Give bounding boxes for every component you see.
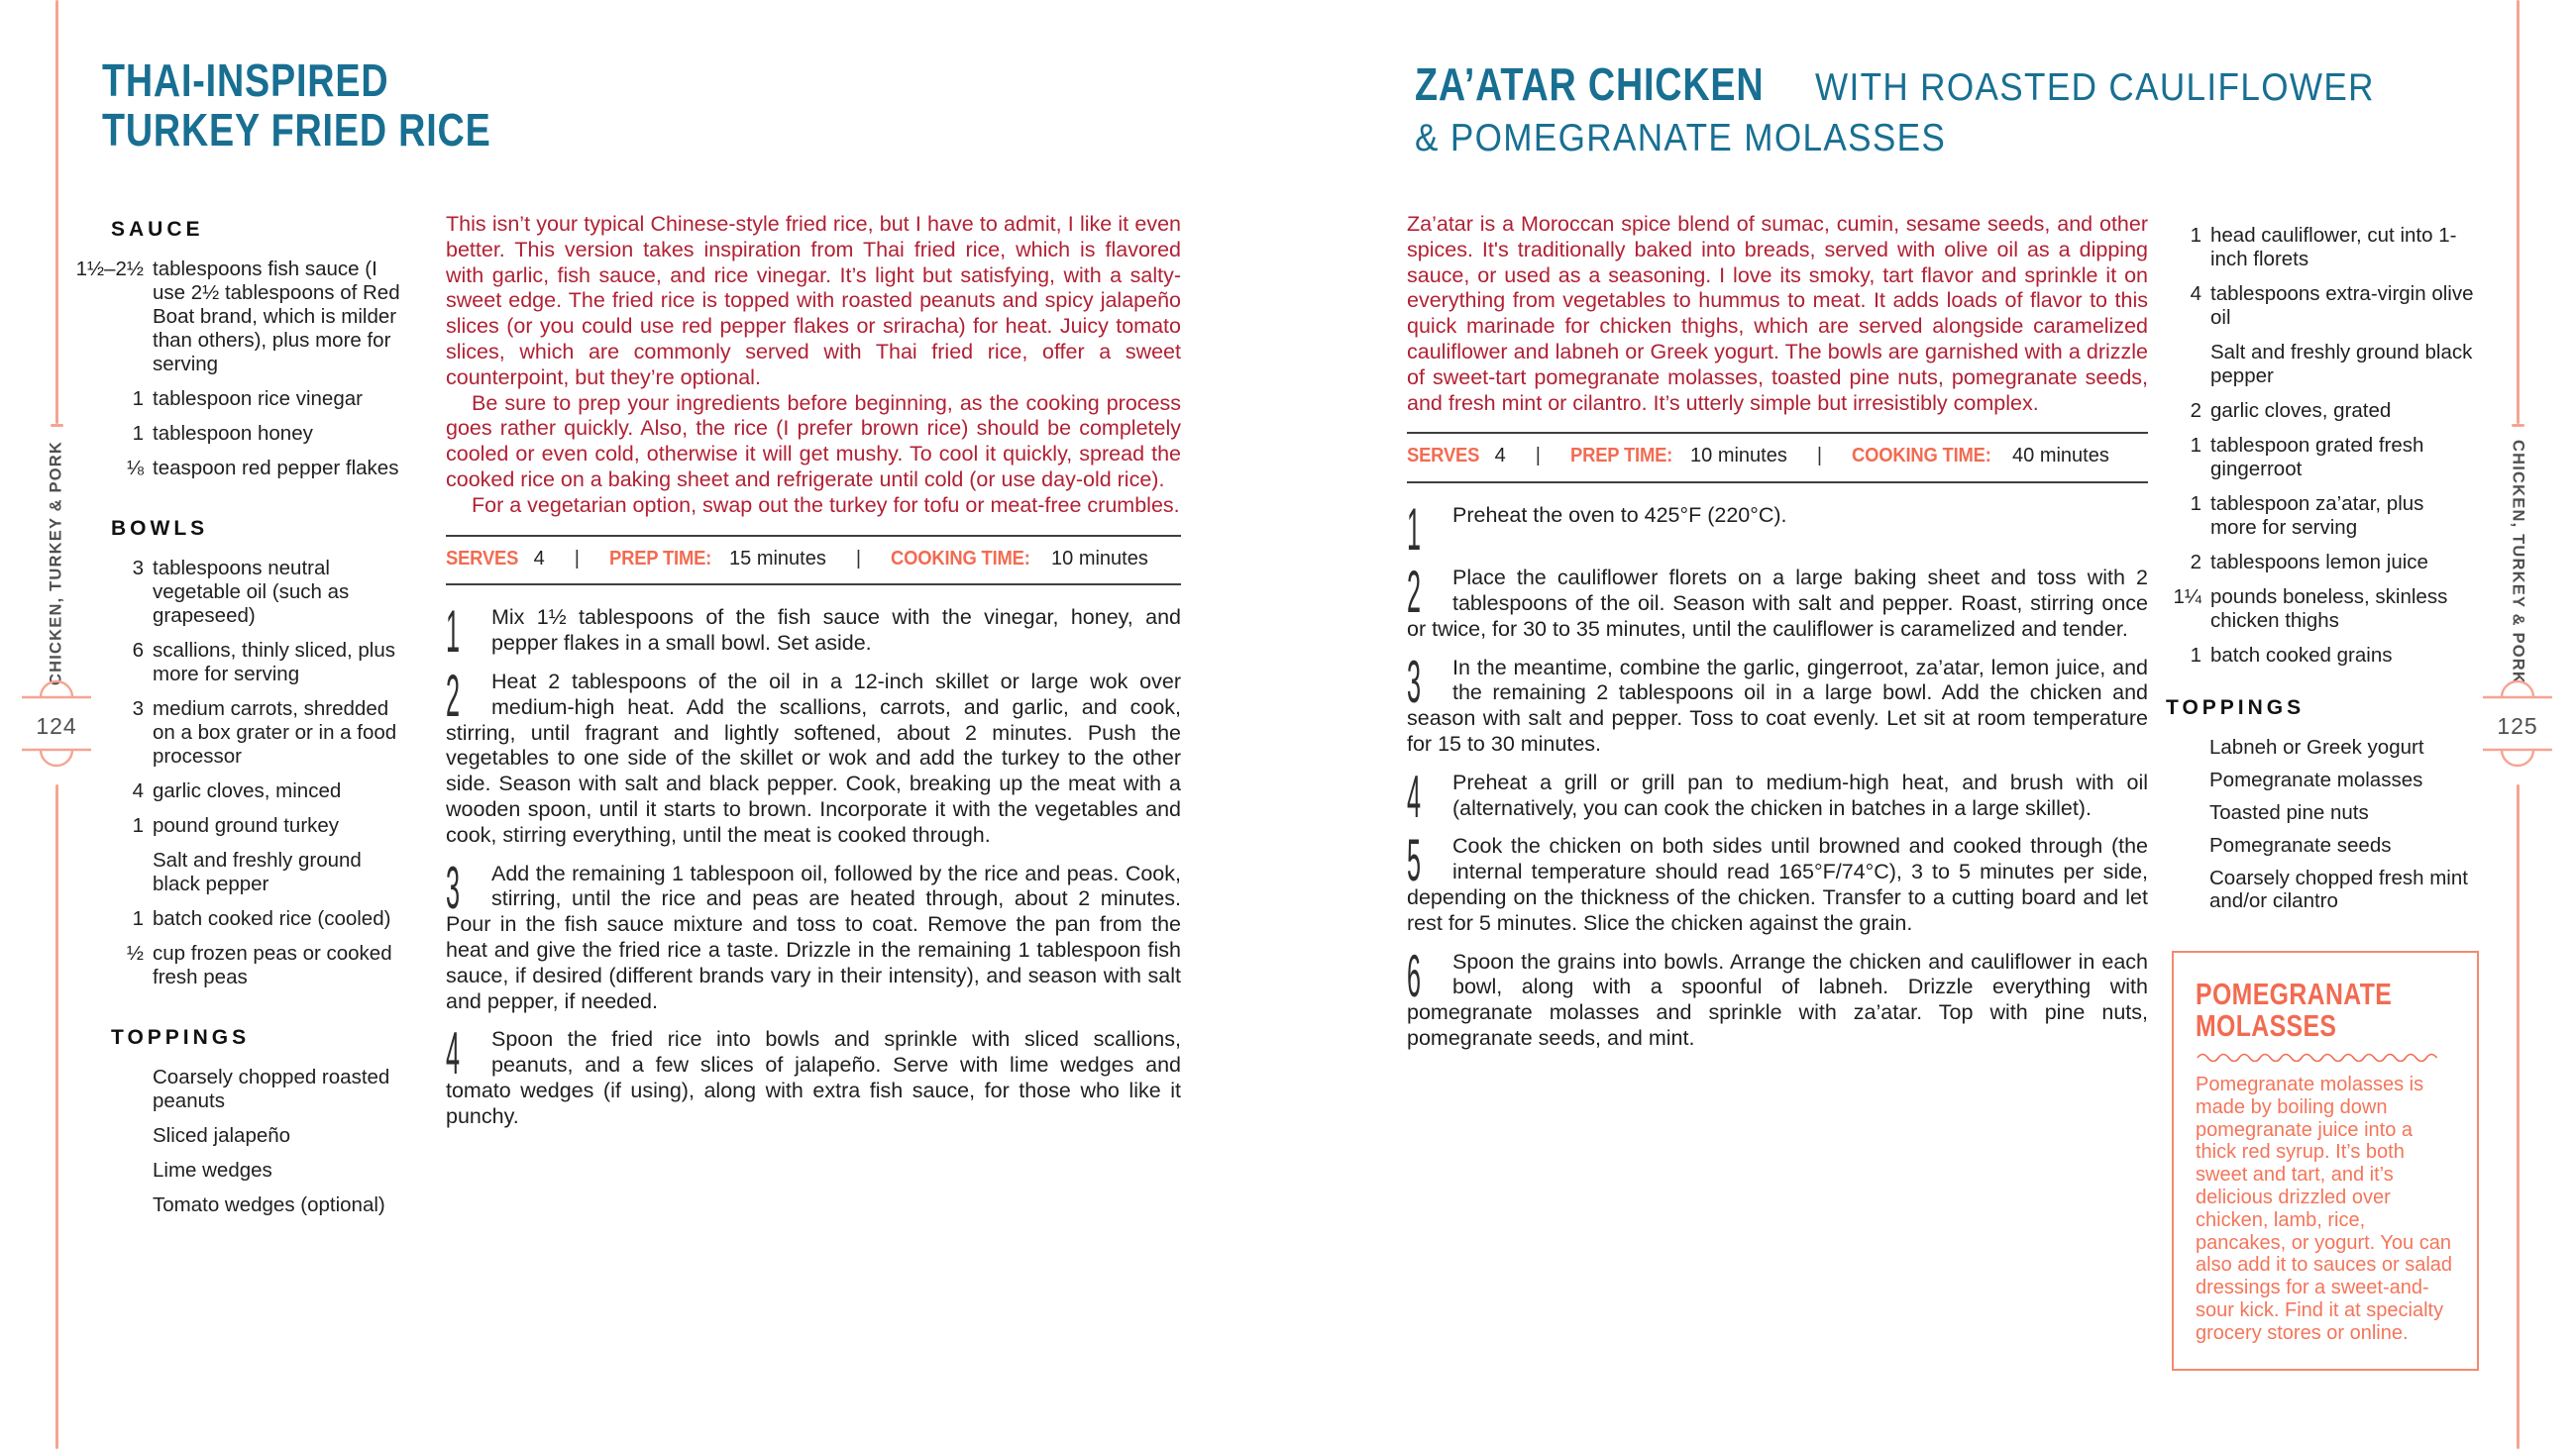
recipe-step — [446, 605, 1181, 657]
ingredient-row — [48, 779, 407, 803]
ingredient-qty: 1 — [2190, 434, 2201, 457]
ingredient-text: medium carrots, shredded on a box grater or in a food processor — [153, 697, 397, 768]
step-number: 4 — [446, 1027, 461, 1087]
right-page-marker — [2483, 670, 2552, 782]
intro-paragraph: This isn’t your typical Chinese-style fried rice, but I have to admit, I like it even better. This version takes inspiration from Thai fried rice, which is flavored with garlic, fish sauce, and rice vinegar. It’s light but satisfying, with a salty-sweet edge. The fried rice is topped with roasted peanuts and spicy jalapeño slices (or you could use red pepper flakes or sriracha) for heat. Juicy tomato slices, which are commonly served with Thai fried rice, offer a sweet counterpoint, but they’re optional. — [446, 212, 1181, 389]
ingredient-text: garlic cloves, grated — [2210, 399, 2392, 422]
meta-separator: | — [574, 547, 580, 569]
pomegranate-molasses-sidebox — [2172, 951, 2479, 1371]
ingredient-text: tablespoons neutral vegetable oil (such as grapeseed) — [153, 557, 350, 627]
cooking-time-label: COOKING TIME: — [891, 547, 1030, 569]
step-text: Heat 2 tablespoons of the oil in a 12-inch skillet or large wok over medium-high heat. Add the scallions, carrots, and garlic, and cook, stirring, until fragrant and lightly softened, about 2 minutes. Push the vegetables to one side of the skillet or wok and add the turkey to the other side. Season with salt and black pepper. Cook, breaking up the meat with a wooden spoon, until it starts to brown. Incorporate it with the vegetables and cook, stirring everything, until the meat is cooked through. — [446, 669, 1181, 847]
recipe-meta-right — [1407, 432, 2148, 483]
title-strong: ZA’ATAR CHICKEN — [1415, 58, 1765, 110]
recipe-step — [446, 862, 1181, 1015]
step-text: Mix 1½ tablespoons of the fish sauce with the vinegar, honey, and pepper flakes in a small bowl. Set aside. — [491, 605, 1181, 656]
prep-time-label: PREP TIME: — [608, 547, 712, 569]
ingredient-qty: 1 — [132, 387, 144, 410]
ingredient-text: tablespoons extra-virgin olive oil — [2210, 282, 2474, 329]
ingredient-row — [2166, 399, 2475, 423]
ingredient-row — [48, 457, 407, 480]
step-text: In the meantime, combine the garlic, gingerroot, za’atar, lemon juice, and the remaining 2 tablespoons oil in a large bowl. Add the chicken and season with salt and pepper. Toss to coat evenly. Let sit at room temperature for 15 to 30 minutes. — [1407, 655, 2148, 756]
recipe-step — [1407, 771, 2148, 822]
ingredient-qty: 1 — [132, 422, 144, 445]
ingredient-text: Salt and freshly ground black pepper — [153, 849, 362, 895]
step-text: Preheat the oven to 425°F (220°C). — [1452, 503, 1787, 528]
ingredient-text: garlic cloves, minced — [153, 779, 342, 802]
cooking-time-value: 40 minutes — [2012, 445, 2109, 467]
ingredient-qty — [48, 1066, 144, 1113]
title-line-1: THAI-INSPIRED — [102, 54, 389, 106]
ingredient-row — [2166, 644, 2475, 668]
intro-paragraph: For a vegetarian option, swap out the turkey for tofu or meat-free crumbles. — [472, 492, 1180, 517]
recipe-title-left — [102, 55, 577, 155]
ingredient-text: Tomato wedges (optional) — [153, 1193, 385, 1216]
prep-time-label: PREP TIME: — [1569, 445, 1673, 467]
ingredient-text: batch cooked grains — [2210, 644, 2393, 667]
ingredient-qty: 4 — [132, 779, 144, 802]
right-edge-rule-cap — [2512, 424, 2524, 427]
ingredient-row — [48, 1124, 407, 1148]
ingredient-row — [2166, 585, 2475, 633]
ingredient-qty — [48, 1193, 144, 1217]
step-number: 1 — [1407, 503, 1422, 554]
recipe-body-right — [1407, 212, 2148, 1065]
intro-paragraph: Za’atar is a Moroccan spice blend of sumac, cumin, sesame seeds, and other spices. It's traditionally baked into breads, served with olive oil as a dipping sauce, or used as a seasoning. I love its smoky, tart flavor and sprinkle it on everything from vegetables to hummus to meat. It adds loads of flavor to this quick marinade for chicken thighs, which are served alongside caramelized cauliflower and labneh or Greek yogurt. The bowls are garnished with a drizzle of sweet-tart pomegranate molasses, toasted pine nuts, pomegranate seeds, and fresh mint or cilantro. It’s utterly simple but irresistibly complex. — [1407, 212, 2148, 415]
ingredient-qty: 1 — [132, 814, 144, 837]
cooking-time-label: COOKING TIME: — [1852, 445, 1991, 467]
intro-paragraph: Be sure to prep your ingredients before beginning, as the cooking process goes rather quickly. Also, the rice (I prefer brown rice) should be completely cooled or even cold, otherwise it will get mushy. To cool it quickly, spread the cooked rice on a baking sheet and refrigerate until cold (or use day-old rice). — [446, 390, 1181, 491]
prep-time-value: 10 minutes — [1690, 445, 1787, 467]
section-heading-toppings: TOPPINGS — [111, 1026, 251, 1049]
sidebox-title-line: POMEGRANATE — [2196, 977, 2393, 1011]
step-number: 5 — [1407, 834, 1422, 894]
topping-item: Pomegranate molasses — [2209, 769, 2423, 791]
recipe-step — [1407, 503, 2148, 553]
ingredient-row — [48, 258, 407, 376]
ingredient-text: Coarsely chopped roasted peanuts — [153, 1066, 390, 1112]
right-edge-rule-top — [2517, 0, 2520, 424]
step-number: 3 — [1407, 655, 1422, 715]
ingredient-qty: 1½–2½ — [75, 258, 144, 280]
meta-separator: | — [1535, 445, 1541, 467]
serves-value: 4 — [533, 547, 545, 569]
meta-separator: | — [1816, 445, 1823, 467]
ingredient-text: head cauliflower, cut into 1-inch florets — [2210, 224, 2457, 270]
step-text: Preheat a grill or grill pan to medium-high heat, and brush with oil (alternatively, you can cook the chicken in batches in a large skillet). — [1452, 770, 2148, 820]
ingredient-row — [48, 387, 407, 411]
ingredient-qty: ⅛ — [126, 457, 144, 479]
recipe-step — [1407, 950, 2148, 1052]
ingredient-qty: 1 — [2190, 224, 2201, 247]
ingredient-text: tablespoon grated fresh gingerroot — [2210, 434, 2424, 480]
ingredient-qty: 2 — [2190, 551, 2201, 573]
page-number-left: 124 — [36, 713, 77, 739]
recipe-meta-left — [446, 535, 1181, 586]
ingredient-qty — [48, 1124, 144, 1148]
ingredient-qty: ½ — [126, 942, 144, 965]
ingredient-qty: 1 — [2190, 644, 2201, 667]
step-number: 6 — [1407, 949, 1422, 1009]
ingredient-text: tablespoons lemon juice — [2210, 551, 2428, 573]
ingredient-row — [48, 942, 407, 989]
prep-time-value: 15 minutes — [729, 547, 826, 569]
ingredients-right — [2166, 224, 2475, 922]
title-line-2: TURKEY FRIED RICE — [102, 104, 491, 155]
step-text: Cook the chicken on both sides until browned and cooked through (the internal temperature should read 165°F/74°C), 3 to 5 minutes per side, depending on the thickness of the chicken. Transfer to a cutting board and let rest for 5 minutes. Slice the chicken against the grain. — [1407, 834, 2148, 935]
ingredient-row — [48, 422, 407, 446]
right-edge-rule-bottom — [2517, 784, 2520, 1449]
ingredient-text: Lime wedges — [153, 1159, 272, 1182]
ingredient-row — [2166, 341, 2475, 388]
title-line-2: & POMEGRANATE MOLASSES — [1415, 117, 1947, 159]
topping-item: Toasted pine nuts — [2209, 801, 2369, 824]
title-regular: WITH ROASTED CAULIFLOWER — [1814, 66, 2375, 109]
topping-item: Coarsely chopped fresh mint and/or cilantro — [2209, 867, 2468, 912]
ingredient-row — [48, 1159, 407, 1183]
serves-label: SERVES — [1407, 445, 1480, 467]
ingredient-row — [48, 1066, 407, 1113]
recipe-body-left — [446, 212, 1181, 1143]
serves-value: 4 — [1494, 445, 1506, 467]
section-heading-sauce: SAUCE — [111, 218, 204, 241]
ingredient-row — [2166, 551, 2475, 574]
right-chapter-label: CHICKEN, TURKEY & PORK — [2509, 440, 2527, 685]
ingredient-row — [2166, 492, 2475, 540]
ingredient-qty — [48, 1159, 144, 1183]
ingredient-qty: 1 — [132, 907, 144, 930]
topping-item: Labneh or Greek yogurt — [2209, 736, 2424, 759]
recipe-step — [1407, 656, 2148, 758]
ingredient-row — [48, 1193, 407, 1217]
ingredient-qty: 4 — [2190, 282, 2201, 305]
ingredient-qty: 1¼ — [2173, 585, 2201, 608]
ingredient-text: pounds boneless, skinless chicken thighs — [2210, 585, 2448, 632]
topping-item: Pomegranate seeds — [2209, 834, 2392, 857]
ingredient-text: Salt and freshly ground black pepper — [2210, 341, 2473, 387]
serves-label: SERVES — [446, 547, 519, 569]
wavy-divider-icon — [2196, 1052, 2441, 1062]
ingredient-row — [2166, 434, 2475, 481]
ingredient-text: tablespoon honey — [153, 422, 313, 445]
ingredient-text: Sliced jalapeño — [153, 1124, 291, 1147]
ingredient-qty: 6 — [132, 639, 144, 662]
section-heading-bowls: BOWLS — [111, 517, 209, 540]
meta-separator: | — [855, 547, 862, 569]
ingredient-qty — [48, 849, 144, 896]
step-text: Place the cauliflower florets on a large baking sheet and toss with 2 tablespoons of the oil. Season with salt and pepper. Roast, stirring once or twice, for 30 to 35 minutes, until the cauliflower is caramelized and tender. — [1407, 566, 2148, 641]
cooking-time-value: 10 minutes — [1051, 547, 1148, 569]
ingredient-row — [2166, 224, 2475, 271]
ingredient-row — [48, 557, 407, 628]
recipe-step — [1407, 566, 2148, 642]
ingredient-text: cup frozen peas or cooked fresh peas — [153, 942, 392, 988]
recipe-step — [1407, 834, 2148, 936]
ingredient-qty: 1 — [2190, 492, 2201, 515]
ingredient-row — [2166, 282, 2475, 330]
ingredient-text: batch cooked rice (cooled) — [153, 907, 391, 930]
ingredient-row — [48, 849, 407, 896]
step-number: 2 — [446, 669, 461, 729]
ingredient-qty: 2 — [2190, 399, 2201, 422]
ingredient-row — [48, 639, 407, 686]
page-number-right: 125 — [2497, 713, 2538, 739]
ingredient-text: tablespoons fish sauce (I use 2½ tablespoons of Red Boat brand, which is milder than others), plus more for serving — [153, 258, 400, 375]
sidebox-title-line: MOLASSES — [2196, 1008, 2337, 1043]
page-marker-bottom-arc-icon — [2483, 748, 2552, 777]
sidebox-body: Pomegranate molasses is made by boiling down pomegranate juice into a thick red syrup. It’s both sweet and tart, and it’s delicious drizzled over chicken, lamb, rice, pancakes, or yogurt. You can also add it to sauces or salad dressings for a sweet-and-sour kick. Find it at specialty grocery stores or online. — [2196, 1074, 2453, 1344]
page-marker-top-arc-icon — [2483, 670, 2552, 699]
step-number: 4 — [1407, 770, 1422, 822]
ingredient-text: tablespoon za’atar, plus more for serving — [2210, 492, 2424, 539]
ingredient-qty: 3 — [132, 557, 144, 579]
ingredient-text: tablespoon rice vinegar — [153, 387, 363, 410]
recipe-title-right — [1415, 59, 2436, 164]
ingredient-row — [48, 697, 407, 769]
ingredient-qty: 3 — [132, 697, 144, 720]
step-number: 1 — [446, 605, 461, 657]
left-chapter-label: CHICKEN, TURKEY & PORK — [47, 440, 65, 685]
ingredients-left — [48, 218, 407, 1228]
ingredient-text: pound ground turkey — [153, 814, 340, 837]
step-text: Add the remaining 1 tablespoon oil, followed by the rice and peas. Cook, stirring, until the rice and peas are heated through, about 2 minutes. Pour in the fish sauce mixture and toss to coat. Remove the pan from the heat and give the fried rice a taste. Drizzle in the remaining 1 tablespoon fish sauce, if desired (different brands vary in their intensity), and season with salt and pepper, if needed. — [446, 861, 1181, 1013]
step-text: Spoon the grains into bowls. Arrange the chicken and cauliflower in each bowl, along with a spoonful of labneh. Drizzle everything with pomegranate molasses and sprinkle with za’atar. Top with pine nuts, pomegranate seeds, and mint. — [1407, 949, 2148, 1050]
ingredient-qty — [2166, 341, 2201, 388]
section-heading-toppings: TOPPINGS — [2166, 696, 2306, 719]
step-number: 2 — [1407, 566, 1422, 626]
ingredient-row — [48, 814, 407, 838]
ingredient-text: teaspoon red pepper flakes — [153, 457, 399, 479]
step-text: Spoon the fried rice into bowls and sprinkle with sliced scallions, peanuts, and a few slices of jalapeño. Serve with lime wedges and tomato wedges (if using), along with extra fish sauce, for those who like it punchy. — [446, 1027, 1181, 1128]
ingredient-text: scallions, thinly sliced, plus more for serving — [153, 639, 395, 685]
step-number: 3 — [446, 861, 461, 921]
recipe-step — [446, 1027, 1181, 1129]
recipe-step — [446, 670, 1181, 849]
ingredient-row — [48, 907, 407, 931]
